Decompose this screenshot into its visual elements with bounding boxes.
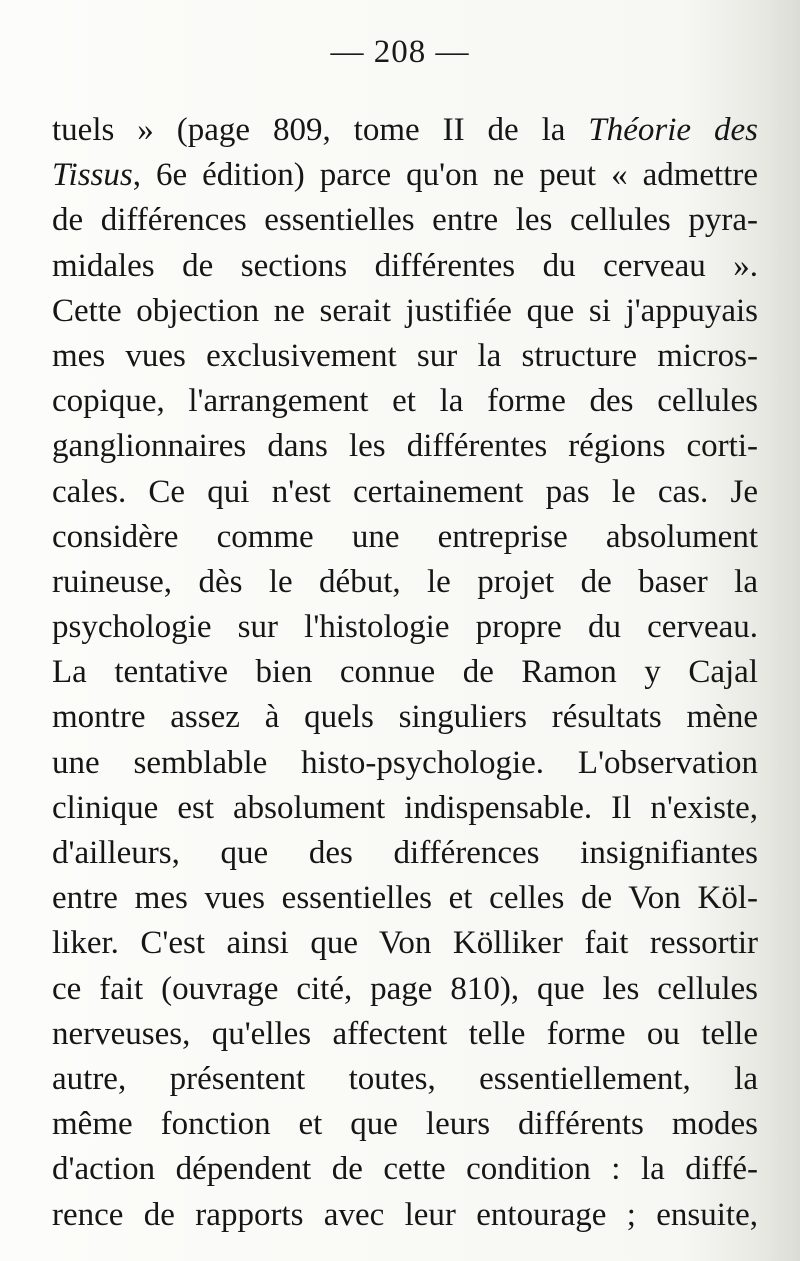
text-line: nerveuses, qu'elles affectent telle forme ou telle xyxy=(52,1015,758,1052)
text-line: ruineuse, dès le début, le projet de baser la xyxy=(52,563,758,600)
text-line: clinique est absolument indispensable. Il n'existe, xyxy=(52,789,758,826)
text-line: de différences essentielles entre les cellules pyra- xyxy=(52,202,758,239)
text-line: d'action dépendent de cette condition : la diffé- xyxy=(52,1151,758,1188)
text-line: même fonction et que leurs différents modes xyxy=(52,1106,758,1143)
text-line: autre, présentent toutes, essentiellement, la xyxy=(52,1060,758,1097)
text-run: tuels » (page 809, tome II de la xyxy=(52,112,589,148)
text-line: une semblable histo-psychologie. L'observation xyxy=(52,744,758,781)
text-line: ce fait (ouvrage cité, page 810), que les cellules xyxy=(52,970,758,1007)
text-run: , 6e édition) parce qu'on ne peut « admettre xyxy=(132,157,758,194)
text-line: rence de rapports avec leur entourage ; ensuite, xyxy=(52,1196,758,1233)
text-line: Cette objection ne serait justifiée que si j'appuyais xyxy=(52,292,758,329)
text-line: mes vues exclusivement sur la structure micros- xyxy=(52,337,758,374)
italic-title: Théorie des xyxy=(588,112,758,148)
text-line: La tentative bien connue de Ramon y Cajal xyxy=(52,654,758,691)
text-line: midales de sections différentes du cerveau ». xyxy=(52,247,758,284)
body-text xyxy=(52,108,758,1238)
text-line: copique, l'arrangement et la forme des cellules xyxy=(52,383,758,420)
page-number: — 208 — xyxy=(330,34,470,70)
text-line: entre mes vues essentielles et celles de Von Köl- xyxy=(52,880,758,917)
text-line: montre assez à quels singuliers résultats mène xyxy=(52,699,758,736)
text-line: considère comme une entreprise absolument xyxy=(52,518,758,555)
text-line: d'ailleurs, que des différences insignifiantes xyxy=(52,835,758,871)
text-line: ganglionnaires dans les différentes régions corti- xyxy=(52,428,758,465)
italic-title: Tissus xyxy=(52,157,133,194)
text-line: cales. Ce qui n'est certainement pas le cas. Je xyxy=(52,473,758,510)
text-line: liker. C'est ainsi que Von Kölliker fait ressortir xyxy=(52,925,758,962)
text-line xyxy=(52,108,758,153)
text-line xyxy=(52,153,758,198)
text-line: psychologie sur l'histologie propre du cerveau. xyxy=(52,609,758,646)
